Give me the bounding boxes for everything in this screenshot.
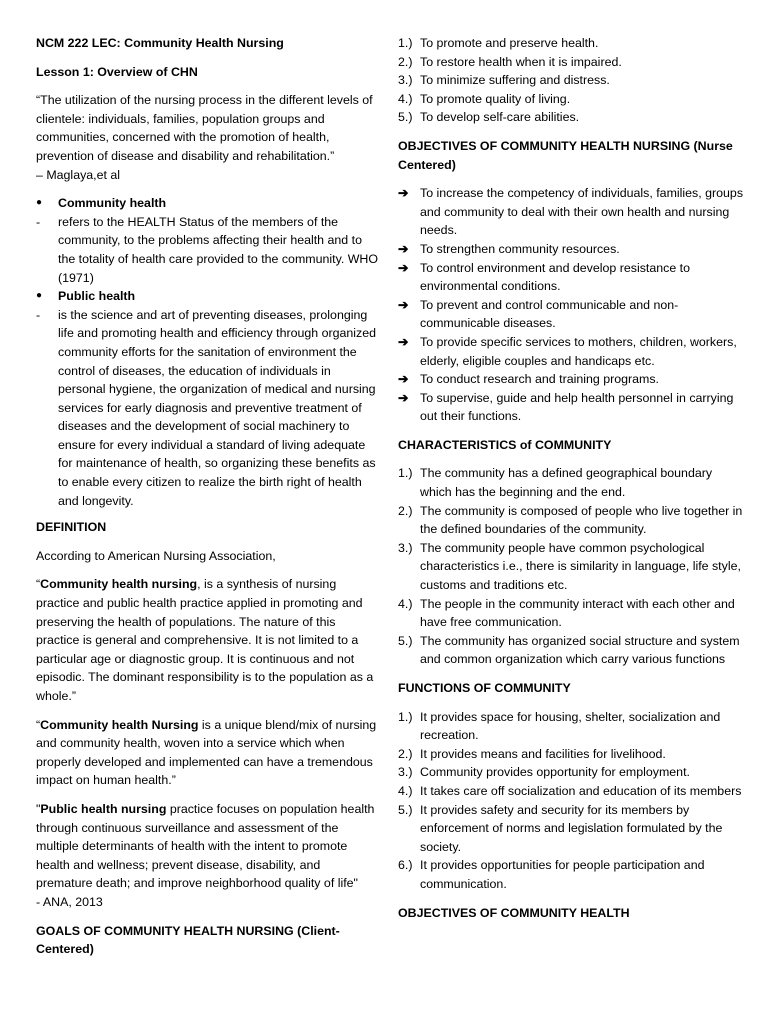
- dash-icon: -: [36, 307, 41, 322]
- objectives2-heading: OBJECTIVES OF COMMUNITY HEALTH: [398, 905, 630, 920]
- list-item: 2.) To restore health when it is impaired.: [398, 54, 622, 69]
- term-definition: - refers to the HEALTH Status of the members of the community, to the problems affecting their health and to the totality of health care provided to the community. WHO (1971): [36, 214, 379, 285]
- list-item: ➔ To provide specific services to mothers, children, workers, elderly, eligible couples and handicaps etc.: [398, 334, 737, 368]
- list-item: 5.) It provides safety and security for its members by enforcement of norms and legislation formulated by the society.: [398, 802, 723, 854]
- arrow-icon: ➔: [398, 260, 409, 275]
- functions-heading: FUNCTIONS OF COMMUNITY: [398, 681, 571, 695]
- list-item: 6.) It provides opportunities for people participation and communication.: [398, 858, 705, 891]
- definition-source: - ANA, 2013: [36, 894, 103, 909]
- list-item: 2.) It provides means and facilities for livelihood.: [398, 746, 666, 761]
- list-item: ➔ To increase the competency of individuals, families, groups and community to deal with their own health and nursing needs.: [398, 186, 744, 238]
- list-item: 4.) It takes care off socialization and education of its members: [398, 783, 742, 798]
- arrow-icon: ➔: [398, 241, 409, 256]
- list-item: ➔ To control environment and develop resistance to environmental conditions.: [398, 260, 690, 294]
- term-definition: - is the science and art of preventing diseases, prolonging life and promoting health and efficiency through organized community efforts for the sanitation of environment the control of diseases, the education of individuals in personal hygiene, the organization of medical and nursing services for early diagnosis and preventive treatment of diseases and the development of social machinery to ensure for every individual a standard of living adequate for maintenance of health, so organizing these benefits as to enable every citizen to realize the birth right of health and longevity.: [36, 307, 377, 508]
- right-column: [398, 34, 744, 932]
- bullet-icon: ●: [36, 197, 43, 209]
- list-item: 4.) The people in the community interact with each other and have free communication.: [398, 596, 735, 630]
- definition-paragraph: “Community health Nursing is a unique blend/mix of nursing and community health, woven into a service which when properly developed and implemented can have a tremendous impact on human health.”: [36, 717, 377, 788]
- lesson-title: Lesson 1: Overview of CHN: [36, 64, 198, 79]
- list-item: 3.) The community people have common psychological characteristics i.e., there is similarity in language, life style, customs and traditions etc.: [398, 540, 741, 593]
- course-title: NCM 222 LEC: Community Health Nursing: [36, 36, 284, 50]
- characteristics-heading: CHARACTERISTICS of COMMUNITY: [398, 437, 612, 452]
- list-item: 1.) To promote and preserve health.: [398, 36, 599, 50]
- terms-list: [36, 194, 380, 510]
- functions-list: [398, 708, 744, 894]
- term-item: ● Community health: [36, 194, 380, 213]
- arrow-icon: ➔: [398, 297, 409, 312]
- list-item: 1.) The community has a defined geographical boundary which has the beginning and the end.: [398, 466, 713, 500]
- arrow-icon: ➔: [398, 186, 409, 201]
- list-item: 3.) Community provides opportunity for employment.: [398, 765, 690, 780]
- list-item: ➔ To conduct research and training programs.: [398, 370, 744, 389]
- ana-intro: According to American Nursing Association,: [36, 548, 276, 563]
- list-item: 3.) To minimize suffering and distress.: [398, 73, 610, 88]
- arrow-icon: ➔: [398, 372, 409, 387]
- list-item: 5.) To develop self-care abilities.: [398, 110, 580, 125]
- arrow-icon: ➔: [398, 390, 409, 405]
- intro-source: – Maglaya,et al: [36, 167, 121, 182]
- definition-paragraph: “Community health nursing, is a synthesis of nursing practice and public health practice applied in promoting and preserving the health of populations. The nature of this practice is general and comprehensive. It is not limited to a particular age or diagnostic group. It is continuous and not episodic. The dominant responsibility is to the population as a whole.”: [36, 577, 374, 703]
- term-item: ● Public health: [36, 287, 380, 306]
- intro-quote: “The utilization of the nursing process in the different levels of clientele: individuals, families, population groups and communities, concerned with the promotion of health, prevention of disease and disability and rehabilitation.” – Maglaya,et al: [36, 93, 373, 182]
- goals-heading: GOALS OF COMMUNITY HEALTH NURSING (Client-Centered): [36, 923, 340, 957]
- list-item: ➔ To prevent and control communicable and non-communicable diseases.: [398, 297, 679, 331]
- arrow-icon: ➔: [398, 334, 409, 349]
- list-item: 2.) The community is composed of people who live together in the defined boundaries of the community.: [398, 503, 743, 537]
- dash-icon: -: [36, 214, 41, 229]
- characteristics-list: [398, 464, 744, 669]
- list-item: 1.) It provides space for housing, shelter, socialization and recreation.: [398, 709, 721, 743]
- objectives-heading: OBJECTIVES OF COMMUNITY HEALTH NURSING (Nurse Centered): [398, 138, 733, 172]
- objectives-list: [398, 184, 744, 426]
- definition-paragraph: "Public health nursing practice focuses on population health through continuous surveillance and assessment of the multiple determinants of health with the intent to promote health and wellness; prevent disease, disability, and premature death; and improve neighborhood quality of life" - ANA, 2013: [36, 801, 375, 909]
- definition-heading: DEFINITION: [36, 520, 107, 535]
- list-item: 5.) The community has organized social structure and system and common organization which carry various functions: [398, 633, 740, 667]
- left-column: [36, 34, 380, 969]
- goals-list: [398, 34, 744, 127]
- list-item: ➔ To strengthen community resources.: [398, 240, 744, 259]
- list-item: 4.) To promote quality of living.: [398, 91, 571, 106]
- bullet-icon: ●: [36, 290, 43, 302]
- list-item: ➔ To supervise, guide and help health personnel in carrying out their functions.: [398, 390, 734, 424]
